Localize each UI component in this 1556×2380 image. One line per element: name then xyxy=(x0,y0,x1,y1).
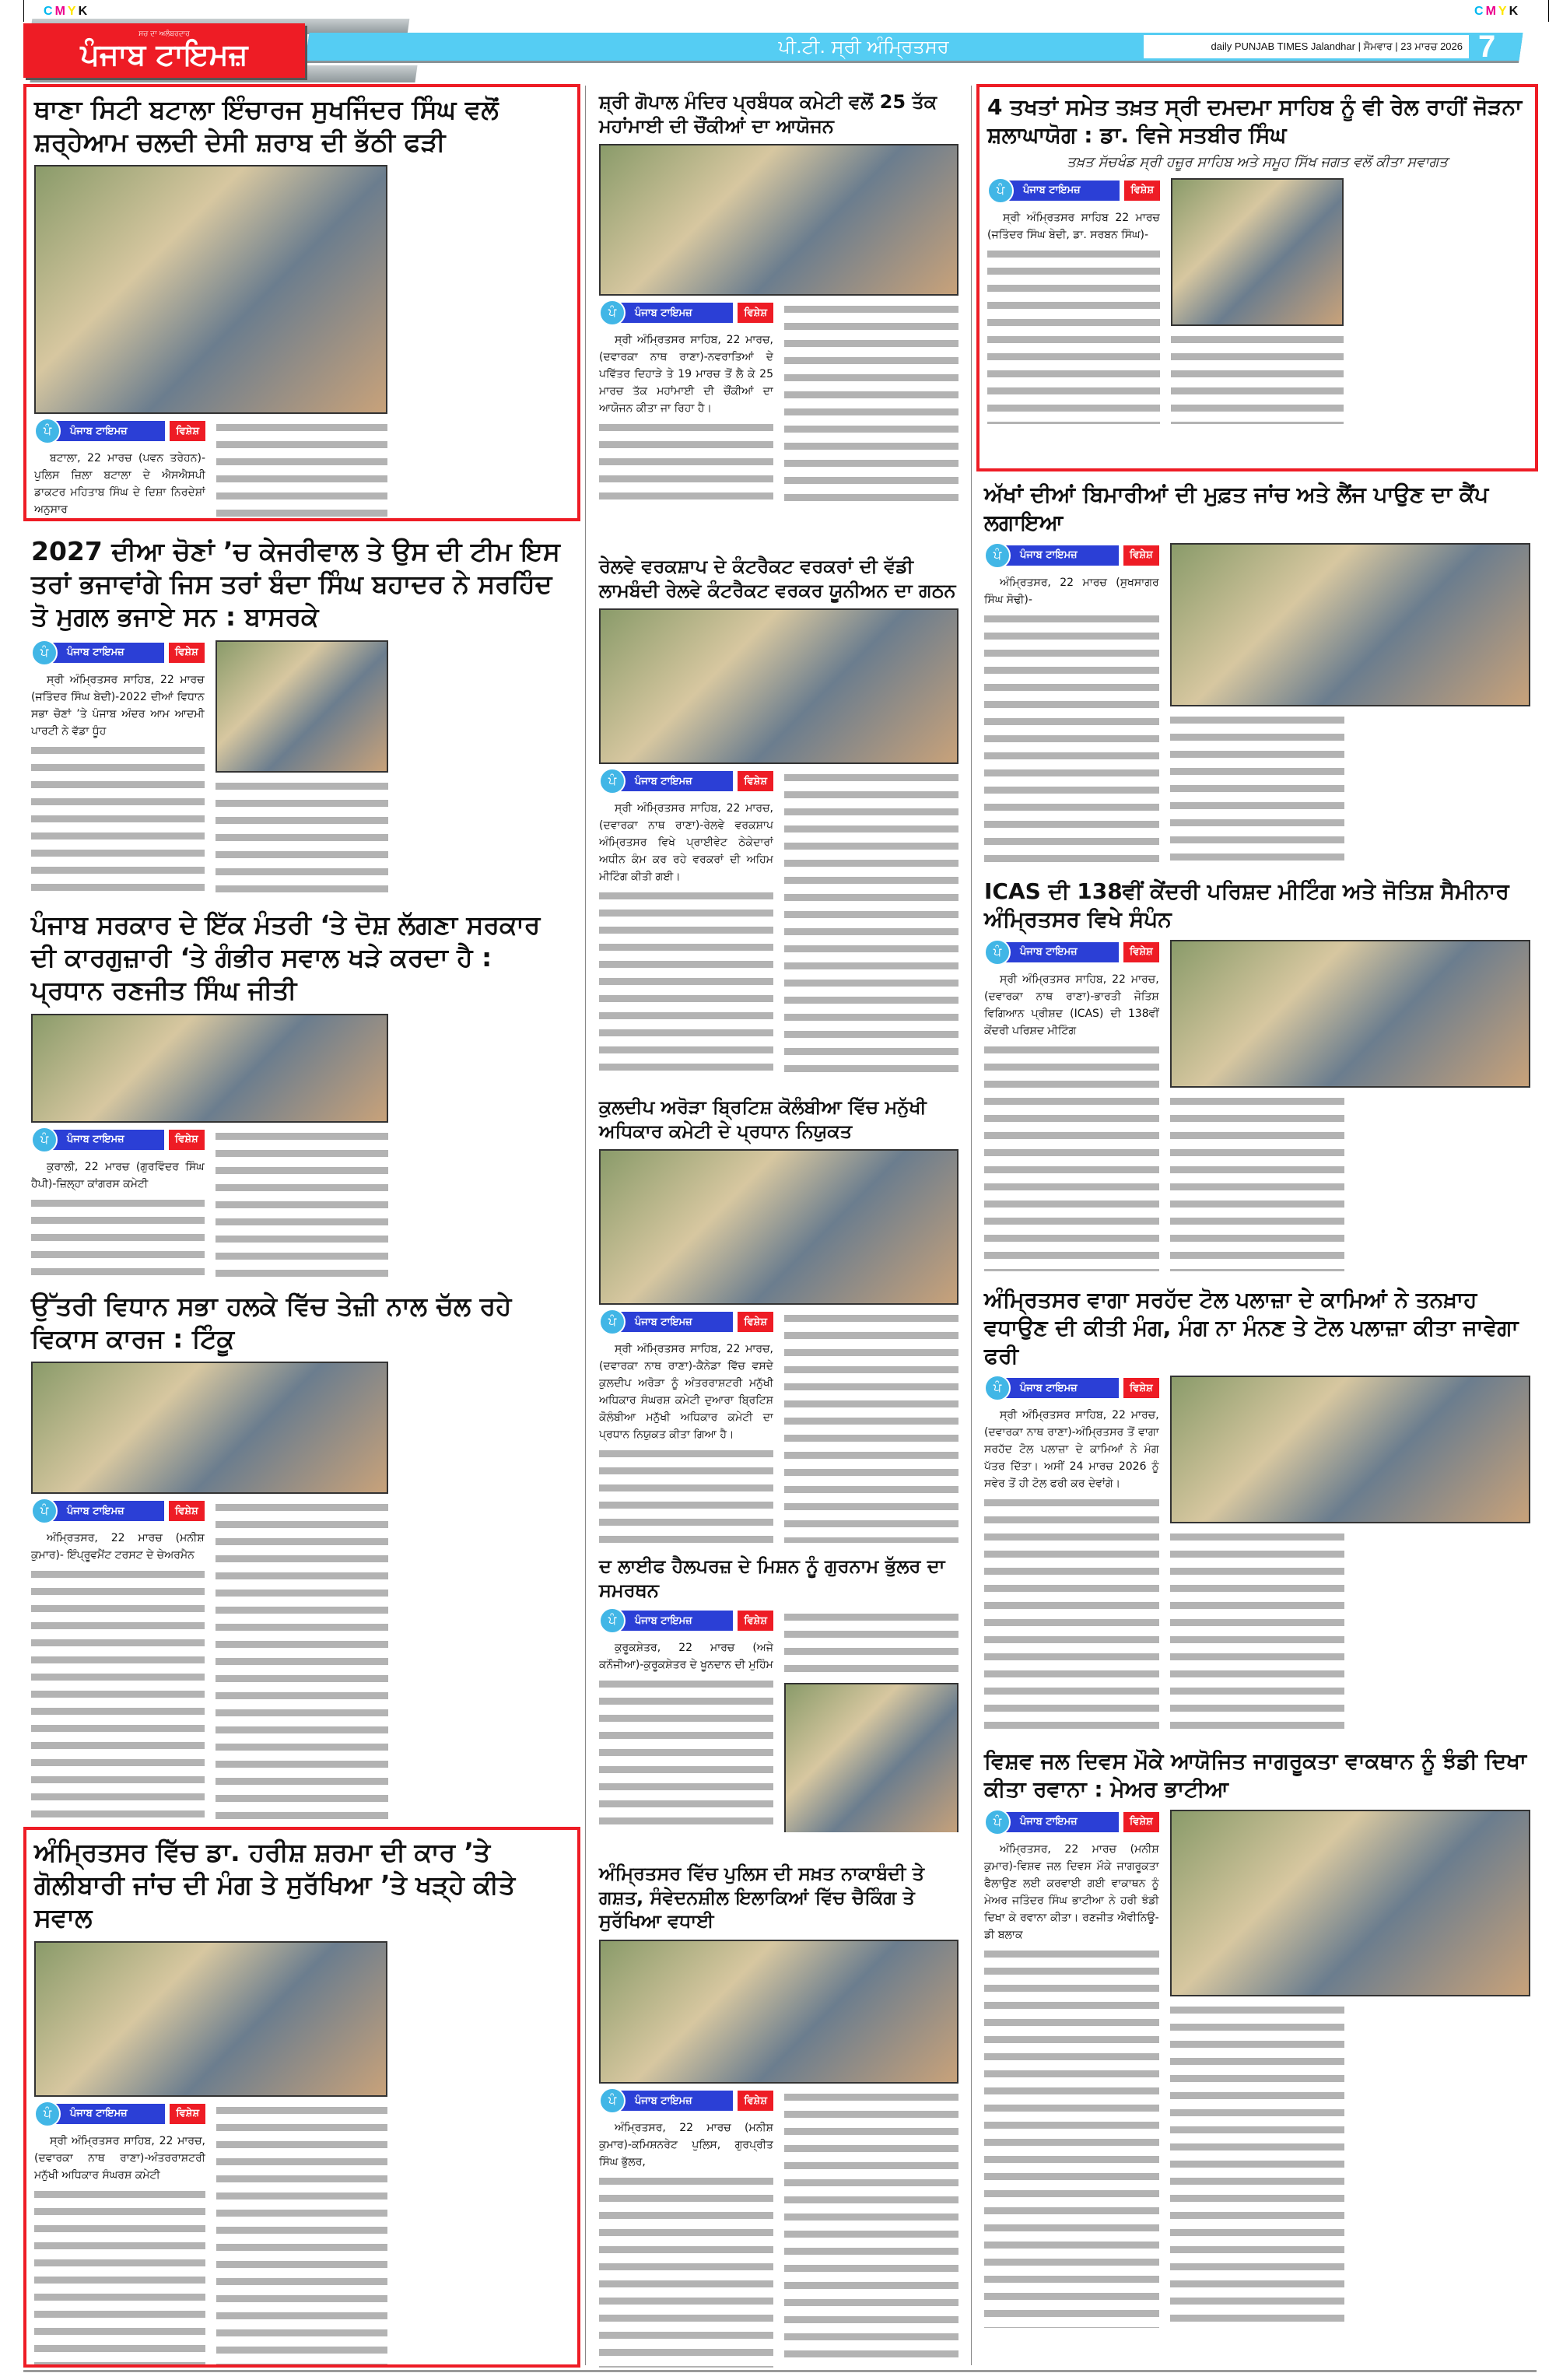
punjab-times-logo-icon: ਪੰ xyxy=(31,640,58,666)
article-lead-column xyxy=(984,1407,1159,1730)
article-text-column xyxy=(784,300,958,503)
article-text-column xyxy=(784,2088,958,2368)
article-text-column xyxy=(216,2101,387,2368)
article-lead-text: ਸ੍ਰੀ ਅੰਮ੍ਰਿਤਸਰ ਸਾਹਿਬ, 22 ਮਾਰਚ, (ਦਵਾਰਕਾ ਨਾਥ ਰਾਣਾ)-ਕੈਨੇਡਾ ਵਿੱਚ ਵਸਦੇ ਕੁਲਦੀਪ ਅਰੋੜਾ ਨੂੰ ਅੰਤਰਰਾਸ਼ਟਰੀ ਮਨੁੱਖੀ ਅਧਿਕਾਰ ਸੰਘਰਸ਼ ਕਮੇਟੀ ਦੁਆਰਾ ਬ੍ਰਿਟਿਸ਼ ਕੋਲੰਬੀਆ ਮਨੁੱਖੀ ਅਧਿਕਾਰ ਕਮੇਟੀ ਦਾ ਪ੍ਰਧਾਨ ਨਿਯੁਕਤ ਕੀਤਾ ਗਿਆ ਹੈ। xyxy=(599,1343,773,1442)
article-lead-text: ਸ੍ਰੀ ਅੰਮ੍ਰਿਤਸਰ ਸਾਹਿਬ, 22 ਮਾਰਚ, (ਦਵਾਰਕਾ ਨਾਥ ਰਾਣਾ)-ਅੰਮ੍ਰਿਤਸਰ ਤੋਂ ਵਾਗਾ ਸਰਹੱਦ ਟੋਲ ਪਲਾਜ਼ਾ ਦੇ ਕਾਮਿਆਂ ਨੇ ਮੰਗ ਪੱਤਰ ਦਿੱਤਾ। ਅਸੀਂ 24 ਮਾਰਚ 2026 ਨੂੰ ਸਵੇਰ ਤੋਂ ਹੀ ਟੋਲ ਫਰੀ ਕਰ ਦੇਵਾਂਗੇ। xyxy=(984,1409,1159,1491)
article-headline: 4 ਤਖਤਾਂ ਸਮੇਤ ਤਖ਼ਤ ਸ੍ਰੀ ਦਮਦਮਾ ਸਾਹਿਬ ਨੂੰ ਵੀ ਰੇਲ ਰਾਹੀਂ ਜੋੜਨਾ ਸ਼ਲਾਘਾਯੋਗ : ਡਾ. ਵਿਜੇ ਸਤਬੀਰ ਸਿੰਘ xyxy=(987,94,1523,148)
badge-paper-name: ਪੰਜਾਬ ਟਾਇਮਜ਼ xyxy=(1001,1378,1119,1398)
badge-paper-name: ਪੰਜਾਬ ਟਾਇਮਜ਼ xyxy=(48,643,164,663)
badge-paper-name: ਪੰਜਾਬ ਟਾਇਮਜ਼ xyxy=(616,771,733,791)
badge-paper-name: ਪੰਜਾਬ ਟਾਇਮਜ਼ xyxy=(1004,181,1120,201)
article-photo xyxy=(31,1362,388,1494)
newspaper-logo xyxy=(23,23,305,78)
badge-paper-name: ਪੰਜਾਬ ਟਾਇਮਜ਼ xyxy=(616,1312,733,1332)
article-text-continuation xyxy=(599,1445,773,1543)
article-text-continuation xyxy=(31,741,205,899)
article-text-column xyxy=(216,419,387,521)
badge-paper-name: ਪੰਜਾਬ ਟਾਇਮਜ਼ xyxy=(616,2091,733,2111)
article-text-continuation xyxy=(31,1565,205,1821)
article-photo xyxy=(784,1683,958,1832)
article-body xyxy=(34,165,569,521)
article-headline: ਕੁਲਦੀਪ ਅਰੋੜਾ ਬ੍ਰਿਟਿਸ਼ ਕੋਲੰਬੀਆ ਵਿੱਚ ਮਨੁੱਖੀ ਅਧਿਕਾਰ ਕਮੇਟੀ ਦੇ ਪ੍ਰਧਾਨ ਨਿਯੁਕਤ xyxy=(599,1096,927,1142)
cmyk-mark-left: CMYK xyxy=(44,5,90,18)
article-lead-text: ਅੰਮ੍ਰਿਤਸਰ, 22 ਮਾਰਚ (ਮਨੀਸ਼ ਕੁਮਾਰ)- ਇੰਪ੍ਰੂਵਮੈਂਟ ਟਰਸਟ ਦੇ ਚੇਅਰਮੈਨ xyxy=(31,1532,205,1562)
cmyk-mark-right: CMYK xyxy=(1474,5,1521,18)
article-headline: ਥਾਣਾ ਸਿਟੀ ਬਟਾਲਾ ਇੰਚਾਰਜ ਸੁਖਜਿੰਦਰ ਸਿੰਘ ਵਲੋਂ ਸ਼ਰ੍ਹੇਆਮ ਚਲਦੀ ਦੇਸੀ ਸ਼ਰਾਬ ਦੀ ਭੱਠੀ ਫੜੀ xyxy=(34,94,499,158)
badge-special-label: ਵਿਸ਼ੇਸ਼ xyxy=(738,303,773,323)
article-text-continuation xyxy=(599,419,773,503)
badge-special-label: ਵਿਸ਼ੇਸ਼ xyxy=(1123,1378,1159,1398)
article-text-column xyxy=(1170,1528,1345,1730)
byline-badge xyxy=(984,940,1159,965)
article-lead-column xyxy=(34,450,205,521)
punjab-times-logo-icon: ਪੰ xyxy=(34,2101,61,2127)
byline-badge xyxy=(34,2101,205,2126)
badge-special-label: ਵਿਸ਼ੇਸ਼ xyxy=(169,1130,205,1150)
article-life-helpers xyxy=(591,1548,966,1832)
badge-special-label: ਵਿਸ਼ੇਸ਼ xyxy=(1123,1812,1159,1832)
article-text-column xyxy=(784,1309,958,1543)
article-body xyxy=(599,608,958,1072)
page-bottom-rule xyxy=(23,2370,1537,2372)
article-text-continuation xyxy=(984,1494,1159,1730)
punjab-times-logo-icon: ਪੰ xyxy=(984,1809,1011,1835)
punjab-times-logo-icon: ਪੰ xyxy=(984,1375,1011,1401)
article-photo xyxy=(599,608,958,764)
article-body xyxy=(984,940,1530,1271)
article-body xyxy=(984,1810,1530,2328)
article-basarke-statement xyxy=(23,529,580,899)
article-lead-text: ਅੰਮ੍ਰਿਤਸਰ, 22 ਮਾਰਚ (ਮਨੀਸ਼ ਕੁਮਾਰ)-ਕਮਿਸ਼ਨਰੇਟ ਪੁਲਿਸ, ਗੁਰਪ੍ਰੀਤ ਸਿੰਘ ਭੁੱਲਰ, xyxy=(599,2122,773,2169)
article-headline: ਵਿਸ਼ਵ ਜਲ ਦਿਵਸ ਮੌਕੇ ਆਯੋਜਿਤ ਜਾਗਰੂਕਤਾ ਵਾਕਥਾਨ ਨੂੰ ਝੰਡੀ ਦਿਖਾ ਕੀਤਾ ਰਵਾਨਾ : ਮੇਅਰ ਭਾਟੀਆ xyxy=(984,1748,1526,1802)
article-lead-text: ਅੰਮ੍ਰਿਤਸਰ, 22 ਮਾਰਚ (ਸੁਖਸਾਗਰ ਸਿੰਘ ਸੋਢੀ)- xyxy=(984,576,1159,606)
article-subheadline: ਤਖ਼ਤ ਸੱਚਖੰਡ ਸ੍ਰੀ ਹਜ਼ੂਰ ਸਾਹਿਬ ਅਤੇ ਸਮੂਹ ਸਿੱਖ ਜਗਤ ਵਲੋਂ ਕੀਤਾ ਸਵਾਗਤ xyxy=(1067,153,1448,170)
article-lead-text: ਬਟਾਲਾ, 22 ਮਾਰਚ (ਪਵਨ ਤਰੇਹਨ)-ਪੁਲਿਸ ਜ਼ਿਲਾ ਬਟਾਲਾ ਦੇ ਐਸਐਸਪੀ ਡਾਕਟਰ ਮਹਿਤਾਬ ਸਿੰਘ ਦੇ ਦਿਸ਼ਾ ਨਿਰਦੇਸ਼ਾਂ ਅਨੁਸਾਰ xyxy=(34,452,205,517)
badge-paper-name: ਪੰਜਾਬ ਟਾਇਮਜ਼ xyxy=(616,1611,733,1631)
article-lead-column xyxy=(31,671,205,899)
punjab-times-logo-icon: ਪੰ xyxy=(599,1309,626,1335)
article-text-continuation xyxy=(599,887,773,1072)
punjab-times-logo-icon: ਪੰ xyxy=(34,418,61,444)
section-title: ਪੀ.ਟੀ. ਸ੍ਰੀ ਅੰਮ੍ਰਿਤਸਰ xyxy=(778,36,949,58)
badge-special-label: ਵਿਸ਼ੇਸ਼ xyxy=(170,421,205,441)
badge-paper-name: ਪੰਜਾਬ ਟਾਇਮਜ਼ xyxy=(51,2104,165,2124)
badge-special-label: ਵਿਸ਼ੇਸ਼ xyxy=(738,771,773,791)
article-headline: ਦ ਲਾਈਫ ਹੈਲਪਰਜ਼ ਦੇ ਮਿਸ਼ਨ ਨੂੰ ਗੁਰਨਾਮ ਭੁੱਲਰ ਦਾ ਸਮਰਥਨ xyxy=(599,1555,945,1601)
article-lead-text: ਸ੍ਰੀ ਅੰਮ੍ਰਿਤਸਰ ਸਾਹਿਬ, 22 ਮਾਰਚ, (ਦਵਾਰਕਾ ਨਾਥ ਰਾਣਾ)-ਨਵਰਾਤਿਆਂ ਦੇ ਪਵਿੱਤਰ ਦਿਹਾੜੇ ਤੇ 19 ਮਾਰਚ ਤੋਂ ਲੈ ਕੇ 25 ਮਾਰਚ ਤੱਕ ਮਹਾਂਮਾਈ ਦੀ ਚੌਂਕੀਆਂ ਦਾ ਆਯੋਜਨ ਕੀਤਾ ਜਾ ਰਿਹਾ ਹੈ। xyxy=(599,334,773,415)
article-photo xyxy=(31,1014,388,1123)
article-lead-column xyxy=(599,1341,773,1543)
article-headline: 2027 ਦੀਆ ਚੋਣਾਂ ’ਚ ਕੇਜਰੀਵਾਲ ਤੇ ਉਸ ਦੀ ਟੀਮ ਇਸ ਤਰਾਂ ਭਜਾਵਾਂਗੇ ਜਿਸ ਤਰਾਂ ਬੰਦਾ ਸਿੰਘ ਬਹਾਦਰ ਨੇ ਸਰਹਿੰਦ ਤੋ ਮੁਗਲ ਭਜਾਏ ਸਨ : ਬਾਸਰਕੇ xyxy=(31,536,560,633)
article-batala-liquor-raid xyxy=(23,84,580,521)
byline-badge xyxy=(31,1127,205,1152)
page-number: 7 xyxy=(1478,30,1496,64)
punjab-times-logo-icon: ਪੰ xyxy=(984,542,1011,569)
article-eye-camp xyxy=(976,475,1538,870)
badge-special-label: ਵਿਸ਼ੇਸ਼ xyxy=(1123,545,1159,566)
badge-paper-name: ਪੰਜਾਬ ਟਾਇਮਜ਼ xyxy=(1001,942,1119,962)
badge-special-label: ਵਿਸ਼ੇਸ਼ xyxy=(169,643,205,663)
registration-mark xyxy=(1548,0,1549,22)
masthead-dateline: daily PUNJAB TIMES Jalandhar | ਸੋਮਵਾਰ | 23 ਮਾਰਚ 2026 xyxy=(1144,35,1469,58)
punjab-times-logo-icon: ਪੰ xyxy=(31,1498,58,1524)
article-headline: ਸ਼੍ਰੀ ਗੋਪਾਲ ਮੰਦਿਰ ਪ੍ਰਬੰਧਕ ਕਮੇਟੀ ਵਲੋਂ 25 ਤੱਕ ਮਹਾਂਮਾਈ ਦੀ ਚੌਂਕੀਆਂ ਦਾ ਆਯੋਜਨ xyxy=(599,91,937,137)
article-harish-sharma-firing xyxy=(23,1827,580,2368)
badge-special-label: ਵਿਸ਼ੇਸ਼ xyxy=(1124,181,1160,201)
byline-badge xyxy=(984,543,1159,568)
article-text-continuation xyxy=(984,610,1159,867)
logo-name: ਪੰਜਾਬ ਟਾਇਮਜ਼ xyxy=(80,37,248,72)
article-headline: ICAS ਦੀ 138ਵੀਂ ਕੇਂਦਰੀ ਪਰਿਸ਼ਦ ਮੀਟਿੰਗ ਅਤੇ ਜੋਤਿਸ਼ ਸੈਮੀਨਾਰ ਅੰਮ੍ਰਿਤਸਰ ਵਿਖੇ ਸੰਪੰਨ xyxy=(984,878,1509,932)
punjab-times-logo-icon: ਪੰ xyxy=(599,768,626,794)
article-police-nakabandi xyxy=(591,1856,966,2368)
article-headline: ਅੱਖਾਂ ਦੀਆਂ ਬਿਮਾਰੀਆਂ ਦੀ ਮੁਫ਼ਤ ਜਾਂਚ ਅਤੇ ਲੈਂਜ ਪਾਉਣ ਦਾ ਕੈਂਪ ਲਗਾਇਆ xyxy=(984,482,1489,535)
article-body xyxy=(984,543,1530,867)
article-photo xyxy=(599,1940,958,2084)
article-lead-column xyxy=(599,1639,773,1832)
byline-badge xyxy=(31,640,205,665)
article-text-continuation xyxy=(984,1041,1159,1271)
article-body xyxy=(984,1376,1530,1730)
article-lead-column xyxy=(984,971,1159,1271)
article-photo xyxy=(34,165,387,414)
badge-special-label: ਵਿਸ਼ੇਸ਼ xyxy=(1123,942,1159,962)
registration-mark xyxy=(23,0,24,22)
article-headline: ਉੱਤਰੀ ਵਿਧਾਨ ਸਭਾ ਹਲਕੇ ਵਿੱਚ ਤੇਜ਼ੀ ਨਾਲ ਚੱਲ ਰਹੇ ਵਿਕਾਸ ਕਾਰਜ : ਟਿੰਕੂ xyxy=(31,1291,512,1355)
article-text-continuation xyxy=(599,2172,773,2368)
article-lead-column xyxy=(599,331,773,503)
article-lead-column xyxy=(984,1841,1159,2328)
article-photo xyxy=(216,640,389,773)
badge-special-label: ਵਿਸ਼ੇਸ਼ xyxy=(738,1312,773,1332)
article-text-column xyxy=(784,769,958,1072)
article-text-continuation xyxy=(34,2185,205,2368)
byline-badge xyxy=(599,1309,773,1334)
article-kuldeep-arora xyxy=(591,1089,966,1544)
article-headline: ਰੇਲਵੇ ਵਰਕਸ਼ਾਪ ਦੇ ਕੰਟਰੈਕਟ ਵਰਕਰਾਂ ਦੀ ਵੱਡੀ ਲਾਮਬੰਦੀ ਰੇਲਵੇ ਕੰਟਰੈਕਟ ਵਰਕਰ ਯੂਨੀਅਨ ਦਾ ਗਠਨ xyxy=(599,556,956,601)
article-lead-text: ਸ੍ਰੀ ਅੰਮ੍ਰਿਤਸਰ ਸਾਹਿਬ, 22 ਮਾਰਚ, (ਦਵਾਰਕਾ ਨਾਥ ਰਾਣਾ)-ਅੰਤਰਰਾਸ਼ਟਰੀ ਮਨੁੱਖੀ ਅਧਿਕਾਰ ਸੰਘਰਸ਼ ਕਮੇਟੀ xyxy=(34,2134,205,2182)
punjab-times-logo-icon: ਪੰ xyxy=(599,1607,626,1634)
punjab-times-logo-icon: ਪੰ xyxy=(599,2087,626,2114)
article-body xyxy=(599,1940,958,2368)
badge-special-label: ਵਿਸ਼ੇਸ਼ xyxy=(738,2091,773,2111)
article-icas-meeting xyxy=(976,871,1538,1276)
punjab-times-logo-icon: ਪੰ xyxy=(31,1127,58,1153)
article-lead-text: ਕੁਰੂਕਸ਼ੇਤਰ, 22 ਮਾਰਚ (ਅਜੇ ਕਨੌਜੀਆ)-ਕੁਰੂਕਸ਼ੇਤਰ ਦੇ ਖੂਨਦਾਨ ਦੀ ਮੁਹਿੰਮ xyxy=(599,1642,773,1672)
byline-badge xyxy=(984,1810,1159,1835)
article-lead-text: ਅੰਮ੍ਰਿਤਸਰ, 22 ਮਾਰਚ (ਮਨੀਸ਼ ਕੁਮਾਰ)-ਵਿਸ਼ਵ ਜਲ ਦਿਵਸ ਮੌਕੇ ਜਾਗਰੂਕਤਾ ਫੈਲਾਉਣ ਲਈ ਕਰਵਾਈ ਗਈ ਵਾਕਾਥਨ ਨੂੰ ਮੇਅਰ ਜਤਿੰਦਰ ਸਿੰਘ ਭਾਟੀਆ ਨੇ ਹਰੀ ਝੰਡੀ ਦਿਖਾ ਕੇ ਰਵਾਨਾ ਕੀਤਾ। ਰਣਜੀਤ ਐਵੀਨਿਊ-ਡੀ ਬਲਾਕ xyxy=(984,1842,1159,1941)
article-text-continuation xyxy=(984,1945,1159,2328)
article-ranjit-singh-jeeti xyxy=(23,903,580,1280)
article-text-continuation xyxy=(599,1675,773,1832)
byline-badge xyxy=(599,300,773,325)
article-lead-column xyxy=(31,1530,205,1821)
article-lead-text: ਕੁਰਾਲੀ, 22 ਮਾਰਚ (ਗੁਰਵਿੰਦਰ ਸਿੰਘ ਹੈਪੀ)-ਜ਼ਿਲ੍ਹਾ ਕਾਂਗਰਸ ਕਮੇਟੀ xyxy=(31,1160,205,1190)
article-body xyxy=(31,1362,573,1821)
article-lead-text: ਸ੍ਰੀ ਅੰਮ੍ਰਿਤਸਰ ਸਾਹਿਬ, 22 ਮਾਰਚ, (ਦਵਾਰਕਾ ਨਾਥ ਰਾਣਾ)-ਭਾਰਤੀ ਜੋਤਿਸ਼ ਵਿਗਿਆਨ ਪ੍ਰੀਸ਼ਦ (ICAS) ਦੀ 138ਵੀਂ ਕੇਂਦਰੀ ਪਰਿਸ਼ਦ ਮੀਟਿੰਗ xyxy=(984,973,1159,1037)
article-headline: ਅੰਮ੍ਰਿਤਸਰ ਵਾਗਾ ਸਰਹੱਦ ਟੋਲ ਪਲਾਜ਼ਾ ਦੇ ਕਾਮਿਆਂ ਨੇ ਤਨਖ਼ਾਹ ਵਧਾਉਣ ਦੀ ਕੀਤੀ ਮੰਗ, ਮੰਗ ਨਾ ਮੰਨਣ ਤੇ ਟੋਲ ਪਲਾਜ਼ਾ ਕੀਤਾ ਜਾਵੇਗਾ ਫਰੀ xyxy=(984,1287,1519,1369)
article-photo xyxy=(599,144,958,296)
article-photo xyxy=(1170,1810,1530,1996)
article-body xyxy=(31,1014,573,1280)
article-text-column xyxy=(784,1608,958,1678)
badge-special-label: ਵਿਸ਼ੇਸ਼ xyxy=(170,2104,205,2124)
column-divider xyxy=(585,86,586,2365)
article-lead-column xyxy=(599,800,773,1072)
article-text-column xyxy=(216,777,389,899)
byline-badge xyxy=(34,419,205,443)
punjab-times-logo-icon: ਪੰ xyxy=(984,939,1011,966)
article-photo xyxy=(1170,940,1530,1088)
article-lead-text: ਸ੍ਰੀ ਅੰਮ੍ਰਿਤਸਰ ਸਾਹਿਬ, 22 ਮਾਰਚ (ਜਤਿੰਦਰ ਸਿੰਘ ਬੇਦੀ)-2022 ਦੀਆਂ ਵਿਧਾਨ ਸਭਾ ਚੋਣਾਂ ’ਤੇ ਪੰਜਾਬ ਅੰਦਰ ਆਮ ਆਦਮੀ ਪਾਰਟੀ ਨੇ ਵੱਡਾ ਧੂੰਹ xyxy=(31,673,205,738)
article-text-column xyxy=(1171,331,1344,424)
article-text-column xyxy=(216,1498,389,1821)
article-body xyxy=(599,1149,958,1543)
logo-tagline: ਸਚ ਦਾ ਅਲੰਬਰਦਾਰ xyxy=(138,30,190,38)
article-takht-rail-link xyxy=(976,84,1538,471)
badge-paper-name: ਪੰਜਾਬ ਟਾਇਮਜ਼ xyxy=(48,1501,164,1521)
article-text-column xyxy=(1170,2001,1345,2328)
article-text-continuation xyxy=(34,520,205,521)
article-lead-text: ਸ੍ਰੀ ਅੰਮ੍ਰਿਤਸਰ ਸਾਹਿਬ, 22 ਮਾਰਚ, (ਦਵਾਰਕਾ ਨਾਥ ਰਾਣਾ)-ਰੇਲਵੇ ਵਰਕਸ਼ਾਪ ਅੰਮ੍ਰਿਤਸਰ ਵਿਖੇ ਪ੍ਰਾਈਵੇਟ ਠੇਕੇਦਾਰਾਂ ਅਧੀਨ ਕੰਮ ਕਰ ਰਹੇ ਵਰਕਰਾਂ ਦੀ ਅਹਿਮ ਮੀਟਿੰਗ ਕੀਤੀ ਗਈ। xyxy=(599,802,773,884)
article-lead-column xyxy=(31,1158,205,1280)
byline-badge xyxy=(599,769,773,794)
article-wagah-toll-plaza xyxy=(976,1280,1538,1739)
punjab-times-logo-icon: ਪੰ xyxy=(987,177,1014,204)
badge-special-label: ਵਿਸ਼ੇਸ਼ xyxy=(169,1501,205,1521)
article-text-column xyxy=(1170,711,1345,867)
article-lead-text: ਸ੍ਰੀ ਅੰਮ੍ਰਿਤਸਰ ਸਾਹਿਬ 22 ਮਾਰਚ (ਜਤਿੰਦਰ ਸਿੰਘ ਬੇਦੀ, ਡਾ. ਸਰਬਨ ਸਿੰਘ)- xyxy=(987,211,1160,241)
article-photo xyxy=(1170,543,1530,706)
badge-paper-name: ਪੰਜਾਬ ਟਾਇਮਜ਼ xyxy=(48,1130,164,1150)
badge-paper-name: ਪੰਜਾਬ ਟਾਇਮਜ਼ xyxy=(616,303,733,323)
byline-badge xyxy=(599,2088,773,2113)
article-text-continuation xyxy=(987,245,1160,424)
article-body xyxy=(987,178,1527,424)
article-body xyxy=(31,640,573,899)
article-lead-column xyxy=(984,574,1159,867)
article-railway-workers-union xyxy=(591,549,966,1089)
article-lead-column xyxy=(599,2119,773,2368)
article-photo xyxy=(1170,1376,1530,1523)
byline-badge xyxy=(987,178,1160,203)
article-body xyxy=(599,1608,958,1832)
article-headline: ਪੰਜਾਬ ਸਰਕਾਰ ਦੇ ਇੱਕ ਮੰਤਰੀ ‘ਤੇ ਦੋਸ਼ ਲੱਗਣਾ ਸਰਕਾਰ ਦੀ ਕਾਰਗੁਜ਼ਾਰੀ ‘ਤੇ ਗੰਭੀਰ ਸਵਾਲ ਖੜੇ ਕਰਦਾ ਹੈ : ਪ੍ਰਧਾਨ ਰਣਜੀਤ ਸਿੰਘ ਜੀਤੀ xyxy=(31,910,541,1006)
column-divider xyxy=(971,86,972,2365)
article-photo xyxy=(34,1941,387,2097)
article-text-column xyxy=(216,1127,389,1280)
article-text-column xyxy=(1170,1092,1345,1271)
article-lead-column xyxy=(34,2133,205,2368)
article-world-water-day xyxy=(976,1741,1538,2368)
article-body xyxy=(34,1941,569,2368)
article-body xyxy=(599,144,958,503)
article-lead-column xyxy=(987,209,1160,424)
badge-special-label: ਵਿਸ਼ੇਸ਼ xyxy=(738,1611,773,1631)
article-north-constituency-development xyxy=(23,1284,580,1821)
article-headline: ਅੰਮ੍ਰਿਤਸਰ ਵਿੱਚ ਡਾ. ਹਰੀਸ਼ ਸ਼ਰਮਾ ਦੀ ਕਾਰ ’ਤੇ ਗੋਲੀਬਾਰੀ ਜਾਂਚ ਦੀ ਮੰਗ ਤੇ ਸੁਰੱਖਿਆ ’ਤੇ ਖੜ੍ਹੇ ਕੀਤੇ ਸਵਾਲ xyxy=(34,1837,516,1933)
punjab-times-logo-icon: ਪੰ xyxy=(599,300,626,326)
article-text-continuation xyxy=(31,1194,205,1280)
article-photo xyxy=(1171,178,1344,326)
article-photo xyxy=(599,1149,958,1305)
badge-paper-name: ਪੰਜਾਬ ਟਾਇਮਜ਼ xyxy=(1001,1812,1119,1832)
byline-badge xyxy=(984,1376,1159,1400)
byline-badge xyxy=(31,1498,205,1523)
badge-paper-name: ਪੰਜਾਬ ਟਾਇਮਜ਼ xyxy=(51,421,165,441)
byline-badge xyxy=(599,1608,773,1633)
article-headline: ਅੰਮ੍ਰਿਤਸਰ ਵਿੱਚ ਪੁਲਿਸ ਦੀ ਸਖ਼ਤ ਨਾਕਾਬੰਦੀ ਤੇ ਗਸ਼ਤ, ਸੰਵੇਦਨਸ਼ੀਲ ਇਲਾਕਿਆਂ ਵਿੱਚ ਚੈਕਿੰਗ ਤੇ ਸੁਰੱਖਿਆ ਵਧਾਈ xyxy=(599,1863,925,1933)
article-gopal-mandir-chowki xyxy=(591,84,966,543)
badge-paper-name: ਪੰਜਾਬ ਟਾਇਮਜ਼ xyxy=(1001,545,1119,566)
